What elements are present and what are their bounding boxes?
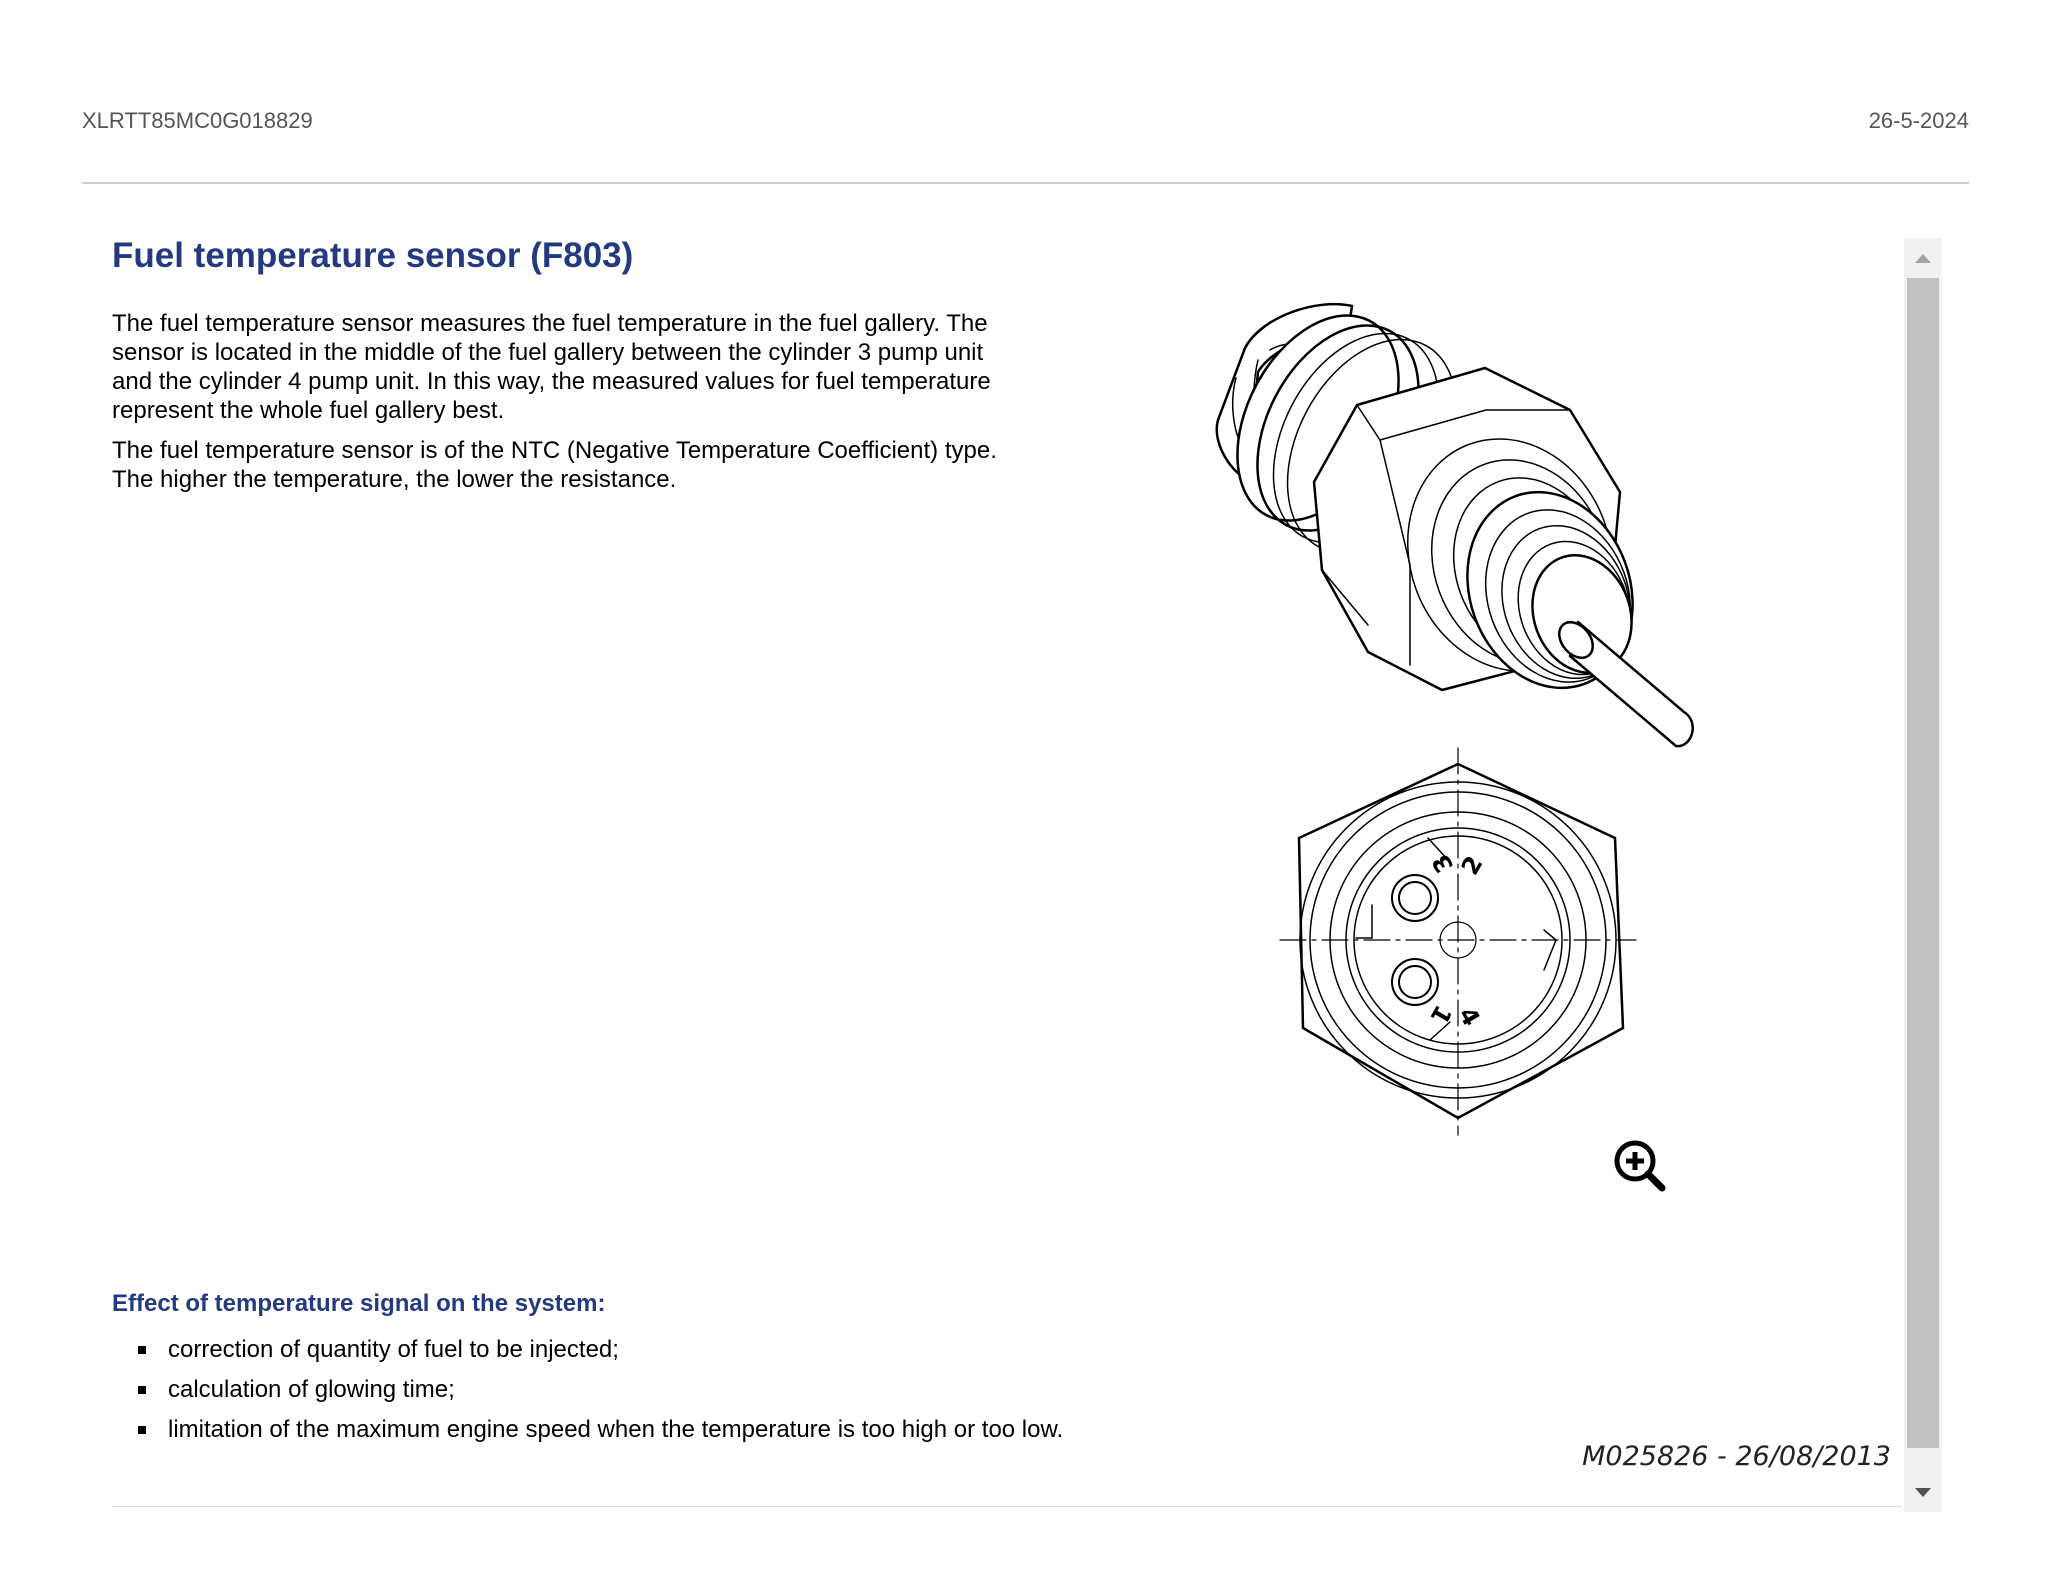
scroll-up-button[interactable]: [1904, 238, 1942, 276]
effect-text: correction of quantity of fuel to be injected;: [168, 1336, 619, 1363]
bullet-icon: [138, 1346, 146, 1354]
list-item: [112, 1330, 1063, 1370]
effects-list: [112, 1330, 1063, 1450]
sensor-illustration: [1200, 285, 1720, 1190]
vin-number: XLRTT85MC0G018829: [82, 108, 313, 133]
footer-divider: [112, 1506, 1902, 1507]
arrow-up-icon: [1915, 254, 1931, 263]
scroll-down-button[interactable]: [1904, 1474, 1942, 1512]
effects-heading: Effect of temperature signal on the system:: [112, 1290, 606, 1317]
page-title: Fuel temperature sensor (F803): [112, 236, 634, 275]
zoom-in-icon[interactable]: [1612, 1138, 1668, 1194]
pin-label-2: 2: [1455, 851, 1489, 880]
vertical-scrollbar[interactable]: [1904, 238, 1942, 1512]
pin-label-3: 3: [1426, 849, 1460, 878]
arrow-down-icon: [1915, 1488, 1931, 1497]
scroll-thumb[interactable]: [1907, 278, 1939, 1448]
pin-label-1: 1: [1424, 1000, 1458, 1029]
effect-text: calculation of glowing time;: [168, 1376, 455, 1403]
description-paragraph-2: The fuel temperature sensor is of the NTC (Negative Temperature Coefficient) type. The higher the temperature, the lower the resistance.: [112, 437, 997, 493]
print-date: 26-5-2024: [1868, 108, 1969, 133]
list-item: [112, 1410, 1063, 1450]
description-paragraph-1: The fuel temperature sensor measures the fuel temperature in the fuel gallery. The sensor is located in the middle of the fuel gallery between the cylinder 3 pump unit and the cylinder 4 pump unit. In this way, the measured values for fuel temperature represent the whole fuel gallery best.: [112, 310, 991, 424]
bullet-icon: [138, 1386, 146, 1394]
document-reference: M025826 - 26/08/2013: [1582, 1441, 1891, 1472]
pin-label-4: 4: [1452, 1002, 1486, 1031]
header-divider: [82, 182, 1969, 184]
bullet-icon: [138, 1426, 146, 1434]
list-item: [112, 1370, 1063, 1410]
effect-text: limitation of the maximum engine speed when the temperature is too high or too low.: [168, 1416, 1064, 1443]
